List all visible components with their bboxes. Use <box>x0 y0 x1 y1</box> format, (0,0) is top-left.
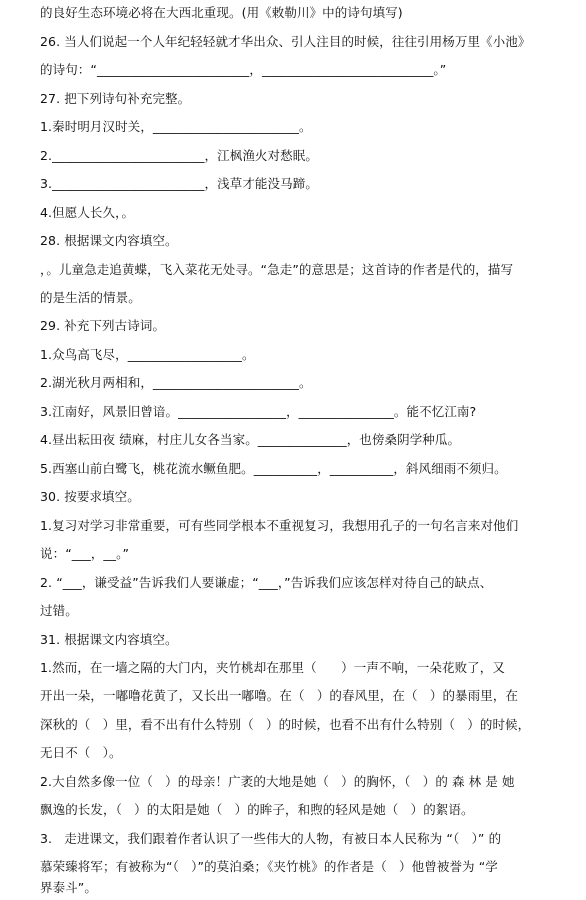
text-line: 5.西塞山前白鹭飞，桃花流水鳜鱼肥。__________，__________，斜风细雨不须归。 <box>40 461 507 476</box>
text-line: 2. “___，谦受益”告诉我们人要谦虚；“___，”告诉我们应该怎样对待自己的缺点、 <box>40 575 493 590</box>
text-line: 4.但愿人长久，。 <box>40 205 135 220</box>
question-30: 30. 按要求填空。 <box>40 489 140 504</box>
question-28: 28. 根据课文内容填空。 <box>40 233 178 248</box>
text-line: 的良好生态环境必将在大西北重现。(用《敕勒川》中的诗句填写) <box>40 5 403 20</box>
text-line: 开出一朵，一嘟噜花黄了，又长出一嘟噜。在（ ）的春风里，在（ ）的暴雨里，在 <box>40 688 519 703</box>
text-line: 深秋的（ ）里，看不出有什么特别（ ）的时候，也看不出有什么特别（ ）的时候， <box>40 717 531 732</box>
text-line: 3. 走进课文，我们跟着作者认识了一些伟大的人物，有被日本人民称为 “（ ）” 的 <box>40 831 502 846</box>
text-line: 1.然而，在一墙之隔的大门内，夹竹桃却在那里（ ）一声不响，一朵花败了，又 <box>40 660 505 675</box>
text-line: 3.________________________，浅草才能没马蹄。 <box>40 176 318 191</box>
text-line: 2.湖光秋月两相和，_______________________。 <box>40 375 312 390</box>
text-line: 2.________________________，江枫渔火对愁眠。 <box>40 148 318 163</box>
text-line: 的是生活的情景。 <box>40 290 141 305</box>
text-line: 飘逸的长发，（ ）的太阳是她（ ）的眸子，和煦的轻风是她（ ）的絮语。 <box>40 802 474 817</box>
text-line: 1.秦时明月汉时关，_______________________。 <box>40 119 312 134</box>
text-line: 界泰斗”。 <box>40 880 97 895</box>
text-line: 的诗句：“________________________，___________________________。” <box>40 62 447 77</box>
text-line: 4.昼出耘田夜 绩麻，村庄儿女各当家。______________，也傍桑阴学种瓜。 <box>40 432 461 447</box>
question-27: 27. 把下列诗句补充完整。 <box>40 91 191 106</box>
text-line: 过错。 <box>40 603 78 618</box>
text-line: 无日不（ ）。 <box>40 745 122 760</box>
text-line: ，。儿童急走追黄蝶，飞入菜花无处寻。“急走”的意思是；这首诗的作者是代的，描写 <box>40 262 514 277</box>
text-line: 3.江南好，风景旧曾谙。_________________，_______________。能不忆江南? <box>40 404 477 419</box>
question-31: 31. 根据课文内容填空。 <box>40 632 178 647</box>
question-29: 29. 补充下列古诗词。 <box>40 318 166 333</box>
text-line: 2.大自然多像一位（ ）的母亲！广袤的大地是她（ ）的胸怀，（ ）的 森 林 是 她 <box>40 774 515 789</box>
text-line: 1.复习对学习非常重要，可有些同学根本不重视复习，我想用孔子的一句名言来对他们 <box>40 518 519 533</box>
text-line: 1.众鸟高飞尽，__________________。 <box>40 347 255 362</box>
question-26: 26. 当人们说起一个人年纪轻轻就才华出众、引人注目的时候，往往引用杨万里《小池》 <box>40 34 531 49</box>
text-line: 慕荣臻将军；有被称为“（ ）”的莫泊桑；《夹竹桃》的作者是（ ）他曾被誉为 “学 <box>40 859 498 874</box>
text-line: 说：“___，__。” <box>40 546 130 561</box>
